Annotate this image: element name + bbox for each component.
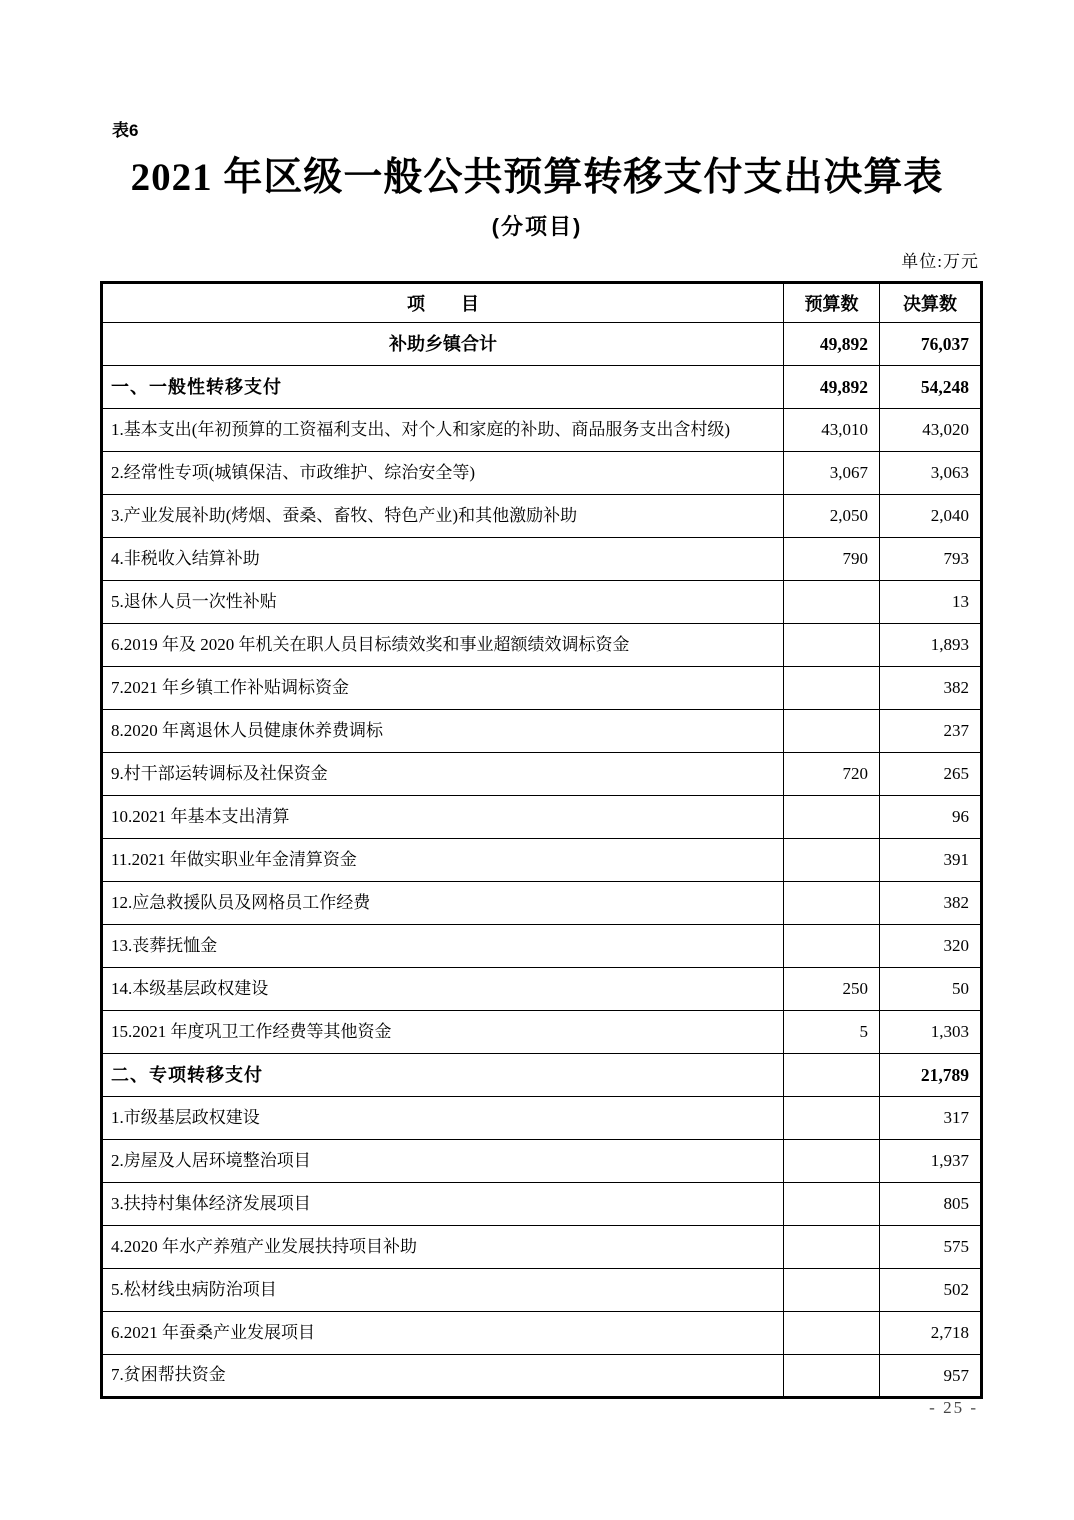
- budget-cell: [784, 925, 880, 968]
- table-row: [102, 925, 982, 968]
- label-cell: 2.经常性专项(城镇保洁、市政维护、综治安全等): [102, 452, 784, 495]
- table-row: [102, 1097, 982, 1140]
- label-cell: 7.贫困帮扶资金: [102, 1355, 784, 1398]
- final-cell: 96: [880, 796, 982, 839]
- final-cell: 382: [880, 882, 982, 925]
- budget-cell: [784, 667, 880, 710]
- table-row: [102, 624, 982, 667]
- budget-cell: 2,050: [784, 495, 880, 538]
- budget-cell: [784, 1269, 880, 1312]
- label-cell: 12.应急救援队员及网格员工作经费: [102, 882, 784, 925]
- table-row: [102, 495, 982, 538]
- budget-cell: [784, 710, 880, 753]
- label-cell: 11.2021 年做实职业年金清算资金: [102, 839, 784, 882]
- table-row: [102, 323, 982, 366]
- table-body: [102, 323, 982, 1398]
- label-cell: 补助乡镇合计: [102, 323, 784, 366]
- budget-cell: 720: [784, 753, 880, 796]
- budget-cell: [784, 1183, 880, 1226]
- budget-cell: [784, 882, 880, 925]
- final-cell: 502: [880, 1269, 982, 1312]
- budget-cell: [784, 796, 880, 839]
- table-row: [102, 968, 982, 1011]
- table-row: [102, 1183, 982, 1226]
- final-cell: 265: [880, 753, 982, 796]
- budget-cell: [784, 1140, 880, 1183]
- final-cell: 237: [880, 710, 982, 753]
- budget-cell: [784, 1312, 880, 1355]
- final-cell: 43,020: [880, 409, 982, 452]
- label-cell: 5.退休人员一次性补贴: [102, 581, 784, 624]
- budget-cell: [784, 839, 880, 882]
- label-cell: 4.2020 年水产养殖产业发展扶持项目补助: [102, 1226, 784, 1269]
- final-cell: 13: [880, 581, 982, 624]
- table-row: [102, 538, 982, 581]
- label-cell: 10.2021 年基本支出清算: [102, 796, 784, 839]
- final-cell: 1,937: [880, 1140, 982, 1183]
- label-cell: 1.基本支出(年初预算的工资福利支出、对个人和家庭的补助、商品服务支出含村级): [102, 409, 784, 452]
- table-row: [102, 1054, 982, 1097]
- final-cell: 2,040: [880, 495, 982, 538]
- page-number: - 25 -: [929, 1398, 978, 1417]
- label-cell: 3.产业发展补助(烤烟、蚕桑、畜牧、特色产业)和其他激励补助: [102, 495, 784, 538]
- label-cell: 一、一般性转移支付: [102, 366, 784, 409]
- table-row: [102, 1011, 982, 1054]
- budget-cell: 3,067: [784, 452, 880, 495]
- table-row: [102, 710, 982, 753]
- label-cell: 4.非税收入结算补助: [102, 538, 784, 581]
- table-row: [102, 667, 982, 710]
- page-title: 2021 年区级一般公共预算转移支付支出决算表: [130, 156, 944, 199]
- column-header-final: 决算数: [880, 283, 982, 323]
- final-cell: 50: [880, 968, 982, 1011]
- table-row: [102, 366, 982, 409]
- table-header-row: [102, 283, 982, 323]
- final-cell: 3,063: [880, 452, 982, 495]
- final-cell: 382: [880, 667, 982, 710]
- table-row: [102, 452, 982, 495]
- budget-cell: [784, 1226, 880, 1269]
- budget-cell: 49,892: [784, 366, 880, 409]
- label-cell: 5.松材线虫病防治项目: [102, 1269, 784, 1312]
- page-subtitle: (分项目): [491, 214, 583, 239]
- label-cell: 7.2021 年乡镇工作补贴调标资金: [102, 667, 784, 710]
- column-header-item: 项 目: [102, 283, 784, 323]
- final-cell: 76,037: [880, 323, 982, 366]
- label-cell: 3.扶持村集体经济发展项目: [102, 1183, 784, 1226]
- table-row: [102, 1140, 982, 1183]
- label-cell: 14.本级基层政权建设: [102, 968, 784, 1011]
- budget-cell: [784, 1355, 880, 1398]
- budget-cell: 49,892: [784, 323, 880, 366]
- final-cell: 317: [880, 1097, 982, 1140]
- unit-note: 单位:万元: [901, 252, 979, 271]
- final-cell: 391: [880, 839, 982, 882]
- final-cell: 957: [880, 1355, 982, 1398]
- final-cell: 575: [880, 1226, 982, 1269]
- table-row: [102, 796, 982, 839]
- table-number-label: 表6: [112, 121, 139, 140]
- budget-table: [100, 281, 983, 1399]
- label-cell: 13.丧葬抚恤金: [102, 925, 784, 968]
- table-row: [102, 581, 982, 624]
- final-cell: 805: [880, 1183, 982, 1226]
- final-cell: 1,893: [880, 624, 982, 667]
- label-cell: 9.村干部运转调标及社保资金: [102, 753, 784, 796]
- label-cell: 6.2019 年及 2020 年机关在职人员目标绩效奖和事业超额绩效调标资金: [102, 624, 784, 667]
- table-row: [102, 753, 982, 796]
- budget-cell: 5: [784, 1011, 880, 1054]
- final-cell: 1,303: [880, 1011, 982, 1054]
- final-cell: 793: [880, 538, 982, 581]
- table-row: [102, 1355, 982, 1398]
- label-cell: 二、专项转移支付: [102, 1054, 784, 1097]
- budget-cell: 250: [784, 968, 880, 1011]
- budget-cell: 790: [784, 538, 880, 581]
- table-row: [102, 839, 982, 882]
- budget-cell: [784, 624, 880, 667]
- table-row: [102, 1312, 982, 1355]
- label-cell: 2.房屋及人居环境整治项目: [102, 1140, 784, 1183]
- final-cell: 21,789: [880, 1054, 982, 1097]
- table-row: [102, 1269, 982, 1312]
- budget-cell: [784, 1054, 880, 1097]
- label-cell: 15.2021 年度巩卫工作经费等其他资金: [102, 1011, 784, 1054]
- table-row: [102, 1226, 982, 1269]
- budget-cell: 43,010: [784, 409, 880, 452]
- budget-cell: [784, 1097, 880, 1140]
- final-cell: 320: [880, 925, 982, 968]
- label-cell: 8.2020 年离退休人员健康休养费调标: [102, 710, 784, 753]
- label-cell: 6.2021 年蚕桑产业发展项目: [102, 1312, 784, 1355]
- budget-cell: [784, 581, 880, 624]
- column-header-budget: 预算数: [784, 283, 880, 323]
- final-cell: 2,718: [880, 1312, 982, 1355]
- final-cell: 54,248: [880, 366, 982, 409]
- table-row: [102, 882, 982, 925]
- label-cell: 1.市级基层政权建设: [102, 1097, 784, 1140]
- table-row: [102, 409, 982, 452]
